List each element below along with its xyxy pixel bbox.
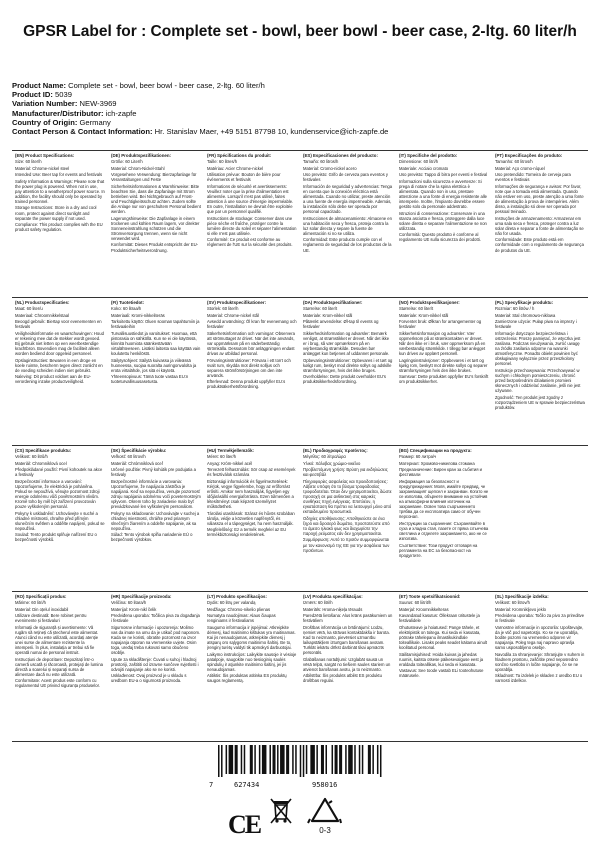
language-block-line: Υλικό: Χάλυβας χρώμιο-νικέλιο (303, 460, 361, 466)
language-block-line: Naleving: Dit product voldoet aan de EU-verordening inzake productveiligheid. (15, 374, 91, 385)
language-block-line: Maat: 60 liter/u (15, 306, 43, 312)
barcode-bar (335, 745, 338, 774)
language-block-line: Forventet bruk: Ølkran for arrangementer og festivaler (399, 319, 482, 330)
language-block-line: Glabāšanas norādījumi: Uzglabāt sausā un vēsā telpā, sargāt no tiešiem saules stariem un atvienot barošanas avotu, ja to neizmanto. (303, 656, 391, 672)
language-block (204, 446, 300, 591)
language-block-line: Overholdelse: Dette produkt overholder EU's produktsikkerhedsforordning. (303, 374, 386, 385)
barcode-bar (380, 745, 382, 777)
language-block (12, 298, 108, 445)
product-name: Complete set - bowl, beer bowl - beer case, 2-ltg. 60 liter/h (68, 81, 265, 90)
language-block-line: Yhteensopivuus: Tämä tuote vastaa EU:n tuoteturvallisuusasetusta. (111, 374, 189, 385)
language-block-heading: (FI) Tuotetiedot: (111, 300, 145, 305)
recycling-icon (305, 795, 345, 837)
language-block-line: Säilitamisjuhised: Hoida kuivas ja jahedas ruumis, kaitsta otsese päikesevalguse eest ja eraldada toiteallikas, kui seda ei kasutata. (399, 651, 484, 667)
language-block (300, 151, 396, 297)
language-block-heading: (PL) Specyfikacje produktu: (495, 300, 554, 305)
language-block-line: Material: Din oțelul inoxidabil (15, 606, 69, 612)
language-block-line: Taille: 60 litres/h (207, 159, 238, 165)
language-block-line: Suurus: 60 liitrit/h (399, 600, 432, 606)
language-block-line: Utilizare destinată: Bere robinet pentru evenimente și festivaluri (15, 613, 87, 624)
manufacturer-row: Manufacturer/Distributor: ich-zapfe (12, 108, 137, 118)
barcode-bar (259, 745, 261, 774)
language-block-line: Určené použitie: Pivný kohútik pre podujatia a festivaly (111, 467, 196, 478)
language-block-line: Avsedd användning: Öl kran för evenemang och festivaler (207, 319, 297, 330)
language-block-line: Påtænkt anvendelse: Øl-tap til events og festivaler (303, 319, 379, 330)
language-block-heading: (EN) Product Specifications: (15, 153, 75, 158)
language-block-line: Opslaginstructies: Bewaren in een droge en koele ruimte, bescherm tegen direct zonlicht en de voeding scheiden indien niet gebruikt. (15, 357, 103, 373)
language-block-line: Informacje dotyczące bezpieczeństwa i ostrzeżenia: Proszę pamiętać, że wtyczka jest zasilana. Podczas nieużywania, zwróć uwagę na źródło zasilania odporne na warunki atmosferyczne. Ponadto obiekt powinien być obsługiwany wyłącznie przez przeszkolony personel. (495, 330, 581, 367)
weee-bin-icon (268, 795, 294, 825)
language-block-heading: (NL) Productspecificaties: (15, 300, 70, 305)
language-block-line: Οδηγίες αποθήκευσης: Αποθηκεύστε σε ένα ξηρό και δροσερό δωμάτιο, προστατεύστε από το άμεσο ηλιακό φως και διαχωρίστε την παροχή ρεύματος εάν δεν χρησιμοποιείται. (303, 515, 390, 536)
language-block-line: Lagringsinstruksjoner: Oppbevares i et tørt og kjølig rom, beskytt mot direkte sollys og separer strømforsyningen hvis den ikke brukes. (399, 357, 488, 373)
barcode-bar (221, 745, 223, 777)
manufacturer: ich-zapfe (105, 108, 137, 118)
page-title: GPSR Label for : Complete set - bowl, beer bowl - beer case, 2-ltg. 60 liter/h (23, 23, 577, 40)
barcode-bar (273, 745, 276, 774)
barcode-bar (250, 745, 253, 774)
language-block-line: Bezpečnostné informácie a varovania: Upozorňujeme, že napájacia zástrčka je napájaná. Keď sa nepoužíva, venujte pozornosť zdroju napájania odolnému voči poveternostným vplyvom. Okrem toho by zariadenie malo byť prevádzkované len vyškoleným personálom. (111, 478, 201, 510)
language-block-line: Safety Information & Warnings: Please note that the power plug is powered. When not in use, pay attention to a weatherproof power source. In addition, the facility should only be operated by trained personnel. (15, 178, 105, 204)
barcode-bar (306, 745, 308, 774)
barcode-bar (254, 745, 256, 774)
language-block-line: Συμμόρφωση: Αυτό το προϊόν συμμορφώνεται με τον κανονισμό της ΕΕ για την ασφάλεια των προϊόντων. (303, 537, 390, 553)
language-block-line: Veličina: 60 litara/h (111, 600, 147, 606)
language-block-line: Säilytysohjeet: Säilytä kuivassa ja viileässä huoneessa, suojaa suoralta auringonvalolta ja erota virtalähde, jos sitä ei käytetä. (111, 357, 197, 373)
language-block-line: Storlek: 60 liter/h (207, 306, 239, 312)
language-band (12, 446, 588, 592)
language-block-line: Turvallisuustiedot ja varoitukset: Huomaa, että pistorasia on sähköllä. Kun se ei ole käytössä, kiinnitä huomiota säänkestävään virtalähteeseen. Lisäksi laitosta saa käyttää vain koulutettu henkilöstö. (111, 330, 201, 357)
barcode-bar (300, 745, 302, 777)
barcode-bar (354, 745, 356, 774)
language-block-heading: (DA) Produktspecifikationer: (303, 300, 363, 305)
language-block-heading: (HU) Termékjellemzők: (207, 448, 255, 453)
language-block-line: Инструкции за съхранение: Съхранявайте в суха и хладна стая, пазете от пряка слънчева светлина и отделете захранването, ако не се използва. (399, 520, 489, 542)
language-block-line: Intended Use: Beer tap for events and festivals (15, 172, 103, 178)
language-block (396, 151, 492, 297)
barcode-bar (339, 745, 342, 774)
language-block-heading: (LV) Produkta specifikācijas: (303, 594, 363, 599)
language-block-line: Zgodność: Ten produkt jest zgodny z rozporządzeniem UE w sprawie bezpieczeństwa produktów. (495, 394, 585, 410)
barcode-bar (372, 745, 374, 774)
language-block-line: Instrucțiuni de depozitare: Depozitați într-o cameră uscată și răcoroasă, protejați de lumina directă a soarelui și separați sursa de alimentare dacă nu este utilizată. (15, 656, 103, 677)
language-block-heading: (SK) Špecifikácie výrobku: (111, 448, 167, 453)
language-block-line: Atitiktis: Šis produktas atitinka ES produktų saugos reglamentą. (207, 673, 287, 684)
language-block-line: Förvaringsinstruktioner: Förvara i ett torrt och svalt rum, skydda mot direkt solljus och separera strömförsörjningen om den inte används. (207, 357, 291, 378)
barcode-bar (321, 745, 324, 774)
language-block (300, 592, 396, 741)
product-id: 5039 (55, 90, 72, 100)
language-block-heading: (SV) Produktspecifikationer: (207, 300, 267, 305)
language-block-line: Efterlevnad: Denna produkt uppfyller EU:s produktsäkerhetsförordning. (207, 379, 286, 390)
language-block-line: Předpokládané použití: Pivní kohoutek na akce a festivaly (15, 467, 103, 478)
language-block-line: Conformidade: Este produto está em conformidade com o regulamento de segurança de produtos da UE. (495, 237, 584, 253)
language-block-line: Sigurnosne informacije i upozorenja: Molimo vas da imate na umu da je utikač pod naponom. Kada se ne koristi, obratite pozornost na izvor napajanja otporan na vremenske uvjete. Osim toga, uređaj treba rukovati samo obučeno osoblje. (111, 624, 201, 656)
language-block-line: Medžiaga: Chromo-nikelio plienas (207, 606, 271, 612)
language-block-line: Conformità: Questo prodotto è conforme al regolamento UE sulla sicurezza dei prodotti. (399, 232, 481, 243)
footer (0, 745, 600, 848)
barcode (218, 745, 383, 777)
barcode-bar (359, 745, 361, 774)
language-block-line: Informații de siguranță și avertismente: Vă rugăm să rețineți că ștecherul este alimentat. Atunci când nu este utilizată, acordați atenție unei surse de alimentare rezistente la intemperii. În plus, instalația ar trebui să fie operată numai de personal instruit. (15, 624, 99, 656)
language-block-line: Storage Instructions: Store in a dry and cool room, protect against direct sunlight and separate the power supply if not used. (15, 205, 97, 221)
barcode-bar (226, 745, 228, 774)
language-block-line: Vastavus: See toode vastab ELi tooteohutuse määrusele. (399, 668, 484, 679)
language-block (300, 446, 396, 591)
language-block-line: Istruzioni di conservazione: Conservare in una stanza asciutta e fresca, proteggere dalla luce solare diretta e separare l'alimentazione se non utilizzata. (399, 210, 487, 231)
language-block-line: Material: Chrome-nickel steel (15, 165, 70, 171)
language-block (492, 151, 588, 297)
barcode-bar (332, 745, 334, 774)
language-block-line: Utilisation prévue: Bouton de bière pour événements et festivals (207, 172, 281, 183)
language-block (108, 446, 204, 591)
barcode-bar (229, 745, 234, 774)
language-block-line: Instructions de stockage: Conserver dans une pièce sèche et fraîche, protéger contre la lumière directe du soleil et séparer l'alimentation si elle n'est pas utilisée. (207, 215, 297, 236)
language-block-line: Mărime: 60 litri/h (15, 600, 46, 606)
language-block-line: Größe: 60 Liter/h (111, 159, 143, 165)
language-block-line: Uso previsto: Grifo de cerveza para eventos y festivales (303, 172, 388, 183)
language-block-line: Soulad: Tento produkt splňuje nařízení EU o bezpečnosti výrobků. (15, 532, 97, 543)
language-block-line: Μέγεθος: 60 λίτρα/ώρα (303, 454, 346, 460)
barcode-bar (235, 745, 238, 774)
language-block-line: Zamierzone użycie: Pułap piwa na imprezy i festiwale (495, 319, 577, 330)
language-block-line: Dimensione: 60 litri/h (399, 159, 439, 165)
language-block-line: Samsvar: Dette produktet oppfyller EU's forskrift om produktsikkerhet. (399, 374, 489, 385)
language-block (12, 446, 108, 591)
language-block-line: Tamanho: 60 litros/h (495, 159, 533, 165)
language-block-heading: (CS) Specifikace produktu: (15, 448, 72, 453)
language-block (108, 592, 204, 741)
barcode-digits-right: 958016 (312, 781, 338, 789)
barcode-bar (269, 745, 271, 774)
language-block-line: Varnostne informacije in opozorila: Upoštevajte, da je vtič pod napetostjo. Ko se ne uporablja, bodite pozorni na vremensko odporen vir napajanja. Poleg tega naj napravo upravlja samo usposobljeno osebje. (495, 624, 584, 651)
language-block-line: Размер: 60 литра/ч (399, 454, 437, 460)
language-block-line: Navodila za shranjevanje: Shranjujte v suhem in hladnem prostoru, zaščitite pred neposredno sončno svetlobo in ločite napajanje, če se ne uporablja. (495, 651, 585, 672)
language-block-heading: (SL) Specifikacije izdelka: (495, 594, 549, 599)
language-block (12, 151, 108, 297)
language-block-line: Tárolási utasítások: Száraz és hűvös szobában tárolja, védje a közvetlen napfénytől, és válassza el a tápegységet, ha nem használják. (207, 510, 295, 526)
language-block (396, 298, 492, 445)
barcode-bar (262, 745, 267, 774)
language-block-line: Anyag: Króm-nikkel acél (207, 460, 253, 466)
language-block-heading: (HR) Specifikacije proizvoda: (111, 594, 172, 599)
language-block-line: Atbilstība: Šis produkts atbilst ES produktu drošības regulai. (303, 673, 382, 684)
barcode-bar (368, 745, 371, 774)
language-block-line: Megfelelőség: Ez a termék megfelel az EU termékbiztonsági rendeletének. (207, 527, 287, 538)
variation-row: Variation Number: NEW-3969 (12, 99, 117, 109)
barcode-bar (295, 745, 297, 774)
language-block-line: Tarkoitettu käyttö: Oluen sooman tapahtumiin ja festivaaleihin (111, 319, 200, 330)
language-block-heading: (PT) Especificações do produto: (495, 153, 563, 158)
language-block-line: Pokyny na skladovanie: Uchovávajte v suchej a chladnej miestnosti, chráňte pred priamym slnečným žiarením a oddeľte napájanie, ak sa nepoužíva. (111, 510, 200, 531)
language-block-line: Informações de segurança e avisos: Por favor, note que a tomada está alimentada. Quando não estiver em uso, preste atenção a uma fonte de alimentação à prova de intempéries. Além disso, a instalação só deve ser operada por pessoal treinado. (495, 183, 584, 215)
language-block-line: Paredzētā lietošana: Alus krāns pasākumiem un festivāliem (303, 613, 393, 624)
language-block-line: Materiał: Stal chromowo-niklowa (495, 312, 556, 318)
language-block-line: Størrelse: 60 liter/t (303, 306, 338, 312)
language-block-line: Instrucciones de almacenamiento: Almacene en una habitación seca y fresca, proteja contra la luz solar directa y separe la fuente de alimentación si no se utiliza. (303, 215, 392, 236)
language-band (12, 151, 588, 298)
language-block-line: Sikkerhetsinformasjon og advarsler: Vær oppmerksom på at strømkontakten er drevet. Når den ikke er i bruk, vær oppmerksom på en værbestandig strømkilde. I tillegg bør anlegget kun drives av opplært personell. (399, 330, 486, 357)
language-block-line: Materiale: Acciaio cromato (399, 165, 449, 171)
language-block-line: Velikost: 60 litrov/h (495, 600, 530, 606)
language-block-line: Material: Chrome-nickel stål (207, 312, 259, 318)
language-block (396, 446, 492, 591)
language-block-line: Materiaali: Kromi-nikkeliteräs (111, 312, 165, 318)
language-block-line: Информация за безопасност и предупреждения: Моля, имайте предвид, че захранващият щепсел е захранван. Когато не се използва, обърнете внимание на устойчив на атмосферни влияния източник на захранване. Освен това съоръжението трябва да се експлоатира само от обучен персонал. (399, 478, 489, 520)
language-block-line: Konformität: Dieses Produkt entspricht der EU-Produktsicherheitsverordnung. (111, 242, 199, 253)
language-block-heading: (IT) Specifiche del prodotto: (399, 153, 458, 158)
language-block-line: Vorgesehene Verwendung: Bierzapfanlage für Veranstaltungen und Feste (111, 172, 197, 183)
language-block-line: Informations de sécurité et avertissements: Veuillez noter que la prise d'alimentation est alimentée. Lorsqu'il n'est pas utilisé, faites attention à une source d'énergie imperméable. En outre, l'installation ne devrait être exploitée que par un personnel qualifié. (207, 183, 294, 215)
language-block-line: Uso pretendido: Torneira de cerveja para eventos e festivais (495, 172, 571, 183)
barcode-digit-first: 7 (209, 781, 214, 789)
language-block-line: Velikost: 60 litrů/h (15, 454, 48, 460)
ce-mark-icon: CE (228, 810, 261, 839)
language-block-heading: (ES) Especificaciones del producto: (303, 153, 378, 158)
language-block-line: Sicherheitsinformationen & Warnhinweise: Bitte beachten Sie, dass die Zapfanlage mit Strom betrieben wird. Bei Nichtgebrauch auf Frost- und Feuchtigkeitsschutz achten. Zudem sollte die Anlage nur von geschultem Personal bedient werden. (111, 183, 201, 215)
language-block-line: Opbevaringsinstruktioner: Opbevares i et tørt og køligt rum, beskyt mod direkte sollys og adskille strømforsyningen, hvis det ikke bruges. (303, 357, 393, 373)
language-block-line: Conformité: Ce produit est conforme au règlement de l'UE sur la sécurité des produits. (207, 237, 293, 248)
language-block-line: Materjal: Kroomnikkelteras (399, 606, 449, 612)
product-id-row: Product ID: 5039 (12, 90, 72, 100)
language-block (300, 298, 396, 445)
language-block-line: Uso previsto: Tappo di birra per eventi e festival (399, 172, 488, 178)
language-block-line: Pokyny k uskladnění: Uchovávejte v suché a chladné místnosti, chraňte před přímým slunečním světlem a oddělte napájení, pokud se nepoužívá. (15, 510, 105, 531)
country-row: Country of Origin: Germany (12, 117, 111, 127)
product-info (12, 81, 588, 136)
language-block-line: Información de seguridad y advertencias: Tenga en cuenta que la conexión eléctrica está alimentada. Cuando no utilizar, preste atención a una fuente de energía impermeable. Además, la instalación sólo debe ser operada por personal capacitado. (303, 183, 393, 215)
language-block-line: Numatyta naudojimas: Alaus čiaupas renginiams ir festivaliams (207, 613, 276, 624)
language-block-line: Предназначение: Бирен кран за събития и фестивали (399, 467, 482, 478)
barcode-bar (286, 745, 289, 774)
language-block-heading: (FR) Spécifications du produit: (207, 153, 272, 158)
language-block-line: Informazioni sulla sicurezza e avvertenze: Si prega di notare che la spina elettrica è alimentata. Quando non in uso, prestare attenzione a una fonte di energia resistente alle intemperie. Inoltre, l'impianto dovrebbe essere gestito solo da personale addestrato. (399, 178, 487, 210)
language-block-line: Sikkerhedsinformation og advarsler: Bemærk venligst, at strømstikket er drevet. Når det ikke er i brug, så vær opmærksom på en vejrbestandig strømkilde. Desuden bør anlægget kun betjenes af uddannet personale. (303, 330, 390, 357)
barcode-bar (362, 745, 364, 774)
language-block-heading: (LT) Produkto specifikacijos: (207, 594, 267, 599)
language-block-line: Conformidad: Este producto cumple con el reglamento de seguridad de los productos de la UE. (303, 237, 392, 253)
language-block-line: Usklađenost: Ovaj proizvod je u skladu s uredbom EU-a o sigurnosti proizvoda. (111, 673, 187, 684)
barcode-bar (348, 745, 353, 774)
language-block (492, 446, 588, 591)
language-block-heading: (DE) Produktspezifikationen: (111, 153, 172, 158)
language-block-line: Predviđena uporaba: Točilica piva za događanja i festivale (111, 613, 200, 624)
language-block-heading: (EL) Προδιαγραφές προϊόντος: (303, 448, 368, 453)
language-band (12, 592, 588, 742)
country-of-origin: Germany (79, 117, 111, 127)
language-block-line: Съответствие: Този продукт отговаря на регламента на ЕС за безопасност на продуктите. (399, 542, 478, 558)
language-block-line: Material: Chrom-Nickel-Stahl (111, 165, 165, 171)
language-block-line: Laikymo instrukcijos: Laikykite sausoje ir vėsioje patalpoje, saugokite nuo tiesioginių saulės spindulių ir atjunkite maitinimo šaltinį, jei jis nenaudojamas. (207, 651, 297, 672)
barcode-bar (345, 745, 347, 774)
language-block-line: Instrukcje przechowywania: Przechowywać w suchym i chłodnym pomieszczeniu, chronić przed bezpośrednim działaniem promieni słonecznych i oddzielać zasilanie, jeśli nie jest używane. (495, 367, 581, 394)
language-block-line: Conformitate: Acest produs este conform cu regulamentul UE privind siguranța produselor. (15, 678, 100, 689)
language-block-line: Instruções de armazenamento: Armazenar em uma sala seca e fresca, proteger contra a luz solar direta e separar a fonte de alimentação se não for usada. (495, 215, 584, 236)
barcode-bar (292, 745, 294, 774)
barcode-bar (218, 745, 220, 777)
language-block-line: Materijal: Krom-nikl čelik (111, 606, 157, 612)
language-block (12, 592, 108, 741)
language-block (396, 592, 492, 741)
language-block-line: Materiāls: Hroma-niķeļa tērauds (303, 606, 363, 612)
language-block-line: Rozmiar: 60 litrów / h (495, 306, 535, 312)
variation-number: NEW-3969 (79, 99, 117, 109)
language-block-line: Compliance: This product complies with the EU product safety regulation. (15, 222, 103, 233)
language-grid (12, 150, 588, 741)
language-block-line: Méret: 60 liter/h (207, 454, 237, 460)
language-block-line: Materiaal: Chroomnikkelstaal (15, 312, 69, 318)
language-block-line: Beoogd gebruik: Biertap voor evenementen en festivals (15, 319, 102, 330)
language-block-line: Dydis: 60 litrų per valandą (207, 600, 256, 606)
language-block-line: Súlad: Tento výrobok spĺňa nariadenie EÚ o bezpečnosti výrobkov. (111, 532, 193, 543)
barcode-bar (280, 745, 285, 774)
language-block-line: Upute za skladištenje: Čuvati u suhoj i hladnoj prostoriji, zaštititi od izravne sunčeve svjetlosti i odvojiti napajanje ako se ne koristi. (111, 656, 199, 672)
language-block (204, 151, 300, 297)
language-block-line: Πληροφορίες ασφαλείας και προειδοποιήσεις: Λάβετε υπόψη ότι το βύσμα τροφοδοσίας τροφοδοτείται. Όταν δεν χρησιμοποιείται, δώστε προσοχή σε μια ανθεκτική στις καιρικές συνθήκες πηγή ενέργειας. Επιπλέον, η εγκατάσταση θα πρέπει να λειτουργεί μόνο από εκπαιδευμένο προσωπικό. (303, 478, 392, 515)
barcode-bar (377, 745, 379, 774)
language-block-line: Säkerhetsinformation och varningar: Observera att strömuttaget är drivet. När det inte används, var uppmärksam på en väderbeständig strömkälla. Dessutom bör anläggningen endast drivas av utbildad personal. (207, 330, 295, 357)
barcode-bar (310, 745, 315, 774)
barcode-bar (325, 745, 327, 774)
language-block-line: Materiale: Krom-nikkel stål (303, 312, 353, 318)
language-block-line: Materiál: Chromniklová ocel (15, 460, 67, 466)
language-block (108, 151, 204, 297)
barcode-bar (277, 745, 279, 774)
language-band (12, 298, 588, 446)
language-block-line: Tamaño: 60 litros/h (303, 159, 339, 165)
language-block-line: Материал: Хромово-никелова стомана (399, 460, 475, 466)
language-block-line: Veľkosť: 60 litrov/h (111, 454, 146, 460)
barcode-bar (244, 745, 246, 774)
language-block (492, 592, 588, 741)
language-block-line: Drošības informācija un brīdinājumi: Lūdzu, ņemiet vērā, ka strāvas kontaktdakša ir barota. Kad to neizmanto, pievērsiet uzmanību laikapstākļiem izturīgam barošanas avotam. Turklāt iekārtu drīkst darbināt tikai apmācīts personāls. (303, 624, 390, 656)
language-block-line: Tervezett felhasználás: Sör csap az események és fesztiválok számára (207, 467, 296, 478)
language-block-line: Προβλεπόμενη χρήση: Βρύση για εκδηλώσεις και φεστιβάλ (303, 467, 388, 478)
language-block (204, 298, 300, 445)
language-block-line: Koko: 60 litraa/h (111, 306, 142, 312)
language-block-line: Kavandatud kasutus: Õllekraan üritustele ja festivalidele (399, 613, 480, 624)
language-block-line: Veiligheidsinformatie en waarschuwingen: Houd er rekening mee dat de stekker wordt gevoed. Bij gebruik niet letten op een weerbestendige krachtbron. Bovendien mag de faciliteit alleen worden bediend door opgeleid personeel. (15, 330, 104, 357)
language-block-line: Biztonsági információk és figyelmeztetések: Kérjük, vegye figyelembe, hogy az erőforrást erősíti. Amikor nem használják, figyeljen egy időjárásálló energiaforrásra. Ezen túlmenően a létesítményt csak képzett személyzet működtetheti. (207, 478, 294, 510)
language-block (204, 592, 300, 741)
barcode-bar (241, 745, 243, 774)
language-block-heading: (BG) Спецификации на продукта: (399, 448, 472, 453)
barcode-bar (303, 745, 305, 777)
language-block-line: Skladnost: Ta izdelek je skladen z uredbo EU o varnosti izdelkov. (495, 673, 583, 684)
language-block-line: Izmērs: 60 litri/h (303, 600, 333, 606)
language-block-line: Saugumo informacija ir įspėjimai: Atkreipkite dėmesį, kad maitinimo kištukas yra maitinamas. Kai jis nenaudojamas, atkreipkite dėmesį į atsparų oro sąlygoms maitinimo šaltinį. Be to, įrenginį turėtų valdyti tik apmokyti darbuotojai. (207, 624, 296, 651)
language-block-line: Størrelse: 60 liter/t (399, 306, 434, 312)
language-block-line: Materiale: Krom-nikkel stål (399, 312, 449, 318)
language-block-line: Material: Aço cromo-níquel (495, 165, 545, 171)
language-block-heading: (NO) Produktspesifikasjoner: (399, 300, 460, 305)
product-name-row: Product Name: Complete set - bowl, beer bowl - beer case, 2-ltg. 60 liter/h (12, 81, 265, 90)
language-block (492, 298, 588, 445)
contact-row: Contact Person & Contact Information: Hr. Stanislav Maer, +49 5151 87798 10, kundenservice@ich-zapfe.de (12, 127, 389, 137)
barcode-digits-left: 627434 (234, 781, 260, 789)
language-block-line: Bezpečnostní informace a varování: Upozorňujeme, že elektrická je poháněna. Pokud se nepoužívá, věnujte pozornost zdroji energie odolnému vůči povětrnostním vlivům. Kromě toho by měl být zařízení provozován pouze vyškoleným personál. (15, 478, 100, 510)
language-block-line: Ohutusteave ja hoiatused: Pange tähele, et elektripistik on toitega. Kui seda ei kasutata, pöörake tähelepanu ilmastikukindlale toiteallikale. Lisaks peaks seadet käitama ainult koolitatud personal. (399, 624, 487, 651)
language-block-line: Material: Kromnikljevo jeklo (495, 606, 546, 612)
contact-info: Hr. Stanislav Maer, +49 5151 87798 10, kundenservice@ich-zapfe.de (154, 127, 389, 137)
language-block-line: Size: 60 liter/h (15, 159, 42, 165)
language-block-line: Matériau: Acier Chrome-nickel (207, 165, 264, 171)
barcode-bar (316, 745, 318, 774)
recycling-text: 0-3 (319, 826, 331, 835)
language-block (108, 298, 204, 445)
language-block-line: Predvidena uporaba: Točilo za pivo za prireditve in festivale (495, 613, 585, 624)
language-block-heading: (RO) Specificații produs: (15, 594, 67, 599)
language-block-line: Material: Cromo-nickel acero (303, 165, 357, 171)
language-block-heading: (ET) Toote spetsifikatsioonid: (399, 594, 461, 599)
language-block-line: Materiál: Chrómniklová oceľ (111, 460, 163, 466)
language-block-line: Lagerungshinweise: Die Zapfanlage in einem trockenen und kühlen Raum lagern, vor direkter Sonneneinstrahlung schützen und die Stromversorgung trennen, wenn sie nicht verwendet wird. (111, 215, 200, 241)
